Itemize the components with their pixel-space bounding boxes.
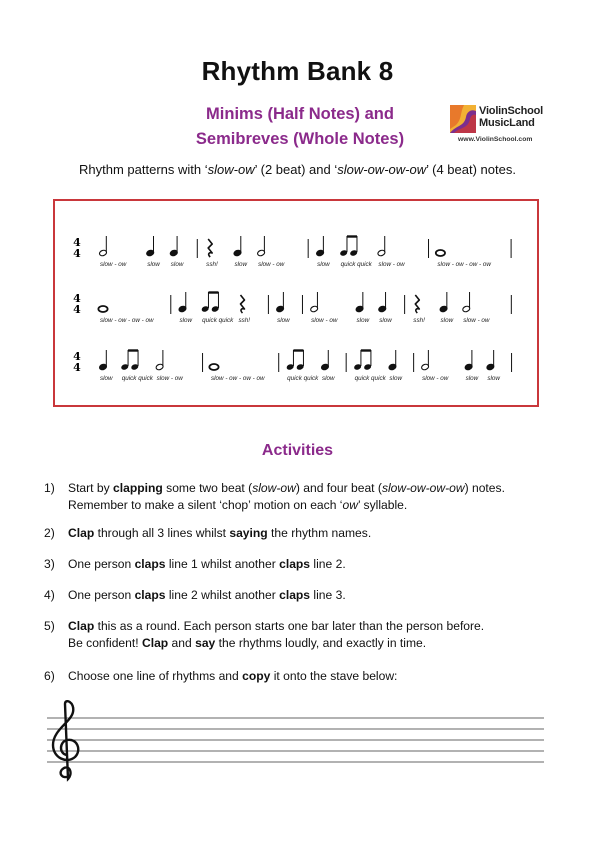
rhythm-syllable: slow - ow — [311, 317, 338, 324]
rhythm-syllable: slow - ow - ow - ow — [210, 375, 265, 382]
rhythm-syllable: quick quick — [287, 375, 319, 382]
activity-run: line 3. — [310, 588, 346, 602]
whole-note — [209, 364, 218, 370]
rhythm-syllable: slow — [379, 317, 392, 324]
activity-run: ’ syllable. — [357, 498, 408, 512]
whole-note — [436, 250, 445, 256]
rhythm-syllable: slow — [321, 375, 335, 382]
activity-run: One person — [68, 588, 135, 602]
activity-run: line 2. — [310, 557, 346, 571]
activity-keyword: Clap — [68, 619, 95, 633]
activity-line — [68, 587, 554, 604]
activity-keyword: say — [195, 636, 216, 650]
activity-line — [68, 618, 554, 635]
logo-name-line-1: ViolinSchool — [479, 105, 544, 117]
time-signature — [73, 350, 81, 374]
activity-line — [68, 556, 554, 573]
activity-run: Be confident! — [68, 636, 142, 650]
rhythm-syllable: slow — [389, 375, 403, 382]
activity-run: some two beat ( — [162, 481, 253, 495]
quarter-rest — [208, 239, 212, 257]
time-signature — [73, 236, 81, 260]
rhythm-syllable: slow - ow — [463, 317, 490, 324]
activity-text — [68, 587, 554, 604]
activity-keyword: claps — [134, 588, 166, 602]
activity-run: One person — [68, 557, 135, 571]
rhythm-line-1 — [73, 236, 511, 268]
rhythm-line-3 — [73, 350, 511, 382]
activities-heading: Activities — [261, 442, 334, 459]
activity-keyword: clapping — [113, 481, 163, 495]
activity-line — [68, 525, 554, 542]
quarter-rest — [415, 295, 419, 313]
rhythm-syllable: slow - ow — [422, 375, 449, 382]
rhythm-syllable: slow — [487, 375, 500, 382]
intro-part: Rhythm patterns with ‘ — [79, 162, 208, 177]
rhythm-syllable: slow - ow - ow - ow — [437, 261, 491, 268]
activity-keyword: copy — [242, 669, 271, 683]
intro-part: ’ (2 beat) and ‘ — [254, 162, 338, 177]
activity-run: it onto the stave below: — [270, 669, 398, 683]
activity-run: line 2 whilst another — [165, 588, 280, 602]
activity-keyword: Clap — [68, 526, 95, 540]
time-signature-bottom: 4 — [73, 247, 81, 260]
activity-run: this as a round. Each person starts one bar later than the person before. — [94, 619, 485, 633]
activity-run: the rhythm names. — [267, 526, 372, 540]
activity-keyword: claps — [134, 557, 166, 571]
activity-number: 1) — [44, 481, 55, 495]
activity-line — [68, 480, 554, 497]
time-signature-bottom: 4 — [73, 361, 81, 374]
rhythm-syllable: quick quick — [202, 317, 234, 324]
time-signature-top: 4 — [73, 292, 81, 305]
subtitle-line-2: Semibreves (Whole Notes) — [195, 130, 405, 148]
rhythm-syllable: slow — [440, 317, 454, 324]
activity-run: ) notes. — [464, 481, 505, 495]
logo-url: www.ViolinSchool.com — [458, 136, 533, 143]
rhythm-syllable: slow — [179, 317, 193, 324]
intro-text — [0, 162, 595, 177]
subtitle-line-1: Minims (Half Notes) and — [206, 105, 394, 123]
activity-keyword: claps — [279, 557, 311, 571]
rhythm-syllable: slow — [147, 261, 160, 268]
activity-line — [68, 497, 554, 514]
rhythm-syllable: slow — [234, 261, 248, 268]
rhythm-syllable: slow — [170, 261, 184, 268]
logo-name — [479, 105, 543, 129]
activity-line — [68, 668, 554, 685]
activity-run: Start by — [68, 481, 114, 495]
activity-number: 5) — [44, 619, 55, 633]
intro-emphasis: slow-ow-ow-ow — [337, 162, 427, 177]
activity-number: 6) — [44, 669, 55, 683]
rhythm-syllable: ssh! — [206, 261, 218, 268]
rhythm-syllable: slow — [356, 317, 370, 324]
activity-run: line 1 whilst another — [165, 557, 280, 571]
activity-text — [68, 525, 554, 542]
activity-emphasis: ow — [342, 498, 358, 512]
rhythm-syllable: quick quick — [354, 375, 386, 382]
activity-text — [68, 480, 554, 514]
rhythm-syllable: slow - ow — [156, 375, 183, 382]
rhythm-notation — [55, 201, 537, 405]
activity-run: Choose one line of rhythms and — [68, 669, 243, 683]
activity-keyword: Clap — [141, 636, 169, 650]
activity-emphasis: slow-ow-ow-ow — [381, 481, 465, 495]
rhythm-syllable: quick quick — [121, 375, 153, 382]
rhythm-syllable: slow — [317, 261, 330, 268]
activity-run: and — [168, 636, 196, 650]
activity-run: through all 3 lines whilst — [94, 526, 230, 540]
activity-emphasis: slow-ow — [252, 481, 296, 495]
activity-keyword: saying — [229, 526, 268, 540]
page-subtitle — [140, 102, 460, 152]
activity-run: Remember to make a silent ‘chop’ motion on each ‘ — [68, 498, 343, 512]
rhythm-syllable: slow — [277, 317, 290, 324]
violinschool-logo — [450, 105, 555, 145]
page-title: Rhythm Bank 8 — [201, 56, 394, 86]
rhythm-syllable: slow - ow — [258, 261, 285, 268]
logo-name-line-2: MusicLand — [479, 117, 535, 129]
rhythm-box — [53, 199, 539, 407]
rhythm-syllable: slow — [100, 375, 113, 382]
activity-line — [68, 635, 554, 652]
activity-text — [68, 668, 554, 685]
time-signature-top: 4 — [73, 350, 81, 363]
activity-keyword: claps — [279, 588, 311, 602]
blank-stave — [47, 700, 547, 784]
activity-text — [68, 618, 554, 652]
time-signature — [73, 292, 81, 316]
rhythm-syllable: ssh! — [238, 317, 251, 324]
logo-mark-icon — [450, 105, 476, 133]
rhythm-syllable: quick quick — [340, 261, 372, 268]
activity-number: 3) — [44, 557, 55, 571]
rhythm-syllable: slow - ow - ow - ow — [100, 317, 154, 324]
stave-lines — [47, 718, 544, 762]
time-signature-top: 4 — [73, 236, 81, 249]
rhythm-syllable: ssh! — [413, 317, 425, 324]
intro-emphasis: slow-ow — [207, 162, 255, 177]
whole-note — [98, 306, 107, 312]
activity-run: the rhythms loudly, and exactly in time. — [215, 636, 427, 650]
rhythm-line-2 — [73, 292, 511, 324]
rhythm-syllable: slow — [465, 375, 479, 382]
activity-run: ) and four beat ( — [295, 481, 382, 495]
quarter-rest — [240, 295, 244, 313]
rhythm-syllable: slow - ow — [100, 261, 127, 268]
rhythm-syllable: slow - ow — [378, 261, 405, 268]
intro-part: ’ (4 beat) notes. — [426, 162, 516, 177]
activity-text — [68, 556, 554, 573]
activity-number: 2) — [44, 526, 55, 540]
time-signature-bottom: 4 — [73, 303, 81, 316]
activity-number: 4) — [44, 588, 55, 602]
